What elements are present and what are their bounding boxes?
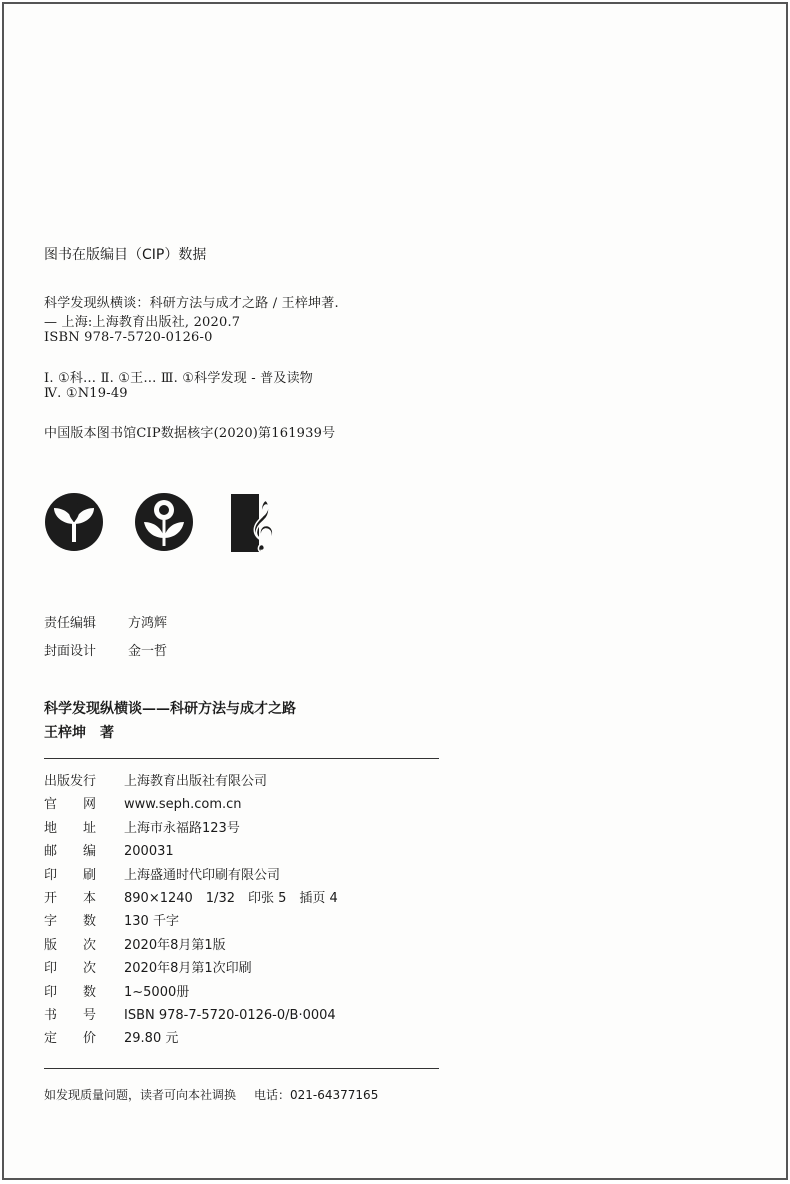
info-row-format (44, 887, 338, 910)
info-label: 邮 编 (44, 844, 97, 860)
credit-value: 方鸿辉 (128, 616, 168, 631)
info-label: 印 次 (44, 961, 97, 977)
cip-title-line: 科学发现纵横谈：科研方法与成才之路 / 王梓坤著. (44, 296, 339, 311)
cip-publisher-line: — 上海:上海教育出版社, 2020.7 (44, 315, 241, 330)
sprout-circle-logo (44, 492, 104, 552)
info-label: 印 刷 (44, 867, 97, 883)
info-value: 29.80 元 (124, 1031, 179, 1047)
cip-record-line: 中国版本图书馆CIP数据核字(2020)第161939号 (44, 426, 336, 441)
contact-phone: 电话：021-64377165 (254, 1088, 379, 1102)
credit-cover-designer (44, 640, 167, 659)
info-label: 版 次 (44, 937, 97, 953)
quality-notice: 如发现质量问题，读者可向本社调换 (44, 1088, 237, 1102)
info-row-postcode (44, 840, 338, 863)
info-row-print-run (44, 981, 338, 1004)
info-value: 2020年8月第1版 (124, 937, 226, 953)
info-row-website (44, 793, 338, 816)
book-author: 王梓坤 著 (44, 725, 114, 741)
info-label: 印 数 (44, 984, 97, 1000)
treble-clef-logo (229, 492, 285, 554)
divider-bottom (44, 1068, 439, 1069)
info-value: ISBN 978-7-5720-0126-0/B·0004 (124, 1007, 336, 1023)
credit-label: 责任编辑 (44, 616, 97, 631)
svg-text:𝄞: 𝄞 (249, 500, 276, 551)
info-row-printing (44, 957, 338, 980)
info-label: 定 价 (44, 1031, 97, 1047)
cip-heading: 图书在版编目（CIP）数据 (44, 247, 207, 263)
info-row-word-count (44, 910, 338, 933)
book-title: 科学发现纵横谈——科研方法与成才之路 (44, 701, 296, 717)
info-row-address (44, 817, 338, 840)
cip-class-line-1: Ⅰ. ①科… Ⅱ. ①王… Ⅲ. ①科学发现 - 普及读物 (44, 371, 313, 386)
info-value: 1~5000册 (124, 984, 190, 1000)
info-value: 890×1240 1/32 印张 5 插页 4 (124, 890, 338, 906)
info-row-isbn (44, 1004, 338, 1027)
info-row-publisher (44, 770, 338, 793)
cip-isbn-line: ISBN 978-7-5720-0126-0 (44, 330, 213, 345)
info-label: 字 数 (44, 914, 97, 930)
flower-circle-logo (134, 492, 194, 552)
info-value: 130 千字 (124, 914, 179, 930)
divider-top (44, 758, 439, 759)
info-value: 2020年8月第1次印刷 (124, 961, 252, 977)
info-value: 上海市永福路123号 (124, 820, 240, 836)
info-label: 书 号 (44, 1007, 97, 1023)
cip-class-line-2: Ⅳ. ①N19-49 (44, 386, 128, 401)
credit-value: 金一哲 (128, 644, 168, 659)
info-value: www.seph.com.cn (124, 797, 242, 813)
credit-editor (44, 612, 167, 631)
info-value: 上海教育出版社有限公司 (124, 774, 268, 789)
info-row-printer (44, 864, 338, 887)
info-value: 上海盛通时代印刷有限公司 (124, 867, 281, 883)
info-value: 200031 (124, 844, 174, 860)
info-label: 出版发行 (44, 774, 97, 789)
footer-notice (44, 1086, 378, 1103)
credit-label: 封面设计 (44, 644, 97, 659)
info-label: 开 本 (44, 890, 97, 906)
copyright-page (2, 2, 788, 1180)
info-row-edition (44, 934, 338, 957)
info-row-price (44, 1027, 338, 1050)
publication-info (44, 770, 338, 1051)
info-label: 官 网 (44, 797, 97, 813)
info-label: 地 址 (44, 820, 97, 836)
